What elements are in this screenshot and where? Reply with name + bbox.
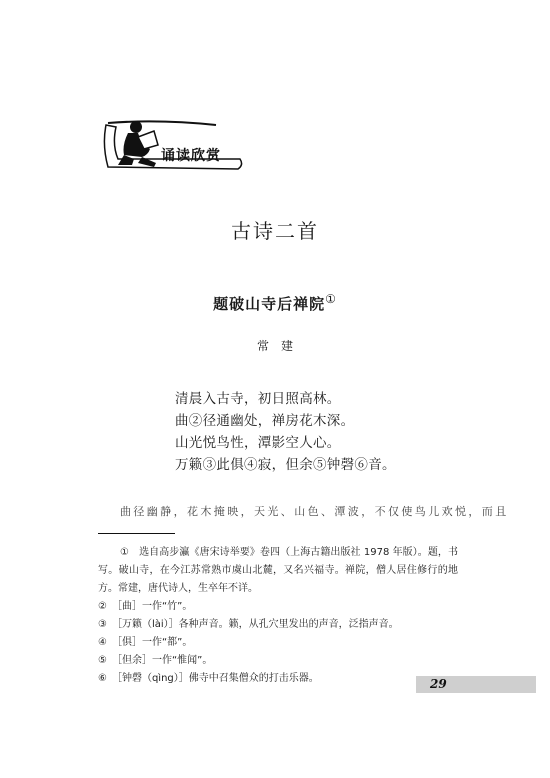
section-banner: [98, 115, 248, 173]
poem-title: [0, 292, 550, 314]
chapter-title: 古诗二首: [231, 219, 319, 243]
page-number: 29: [430, 677, 447, 691]
footnotes: [98, 544, 458, 688]
footnote-divider: [98, 533, 175, 534]
poem-line: 山光悦鸟性，潭影空人心。: [175, 435, 341, 451]
footnote-marker: ①: [325, 292, 337, 306]
poem-author: 常建: [256, 339, 305, 353]
prose-excerpt: 曲径幽静，花木掩映，天光、山色、潭波，不仅使鸟儿欢悦，而且: [120, 505, 509, 518]
poem-title-text: 题破山寺后禅院: [213, 295, 326, 313]
footnote-item: ③ ［万籁（lài）］各种声音。籁，从孔穴里发出的声音，泛指声音。: [98, 619, 399, 630]
footnote-item: ④ ［俱］一作“都”。: [98, 637, 193, 648]
poem-line: 曲②径通幽处，禅房花木深。: [175, 413, 355, 429]
footnote-item: ② ［曲］一作“竹”。: [98, 601, 193, 612]
poem-line: 清晨入古寺，初日照高林。: [175, 391, 341, 407]
poem-body: [175, 388, 396, 476]
poem-line: 万籁③此俱④寂，但余⑤钟磬⑥音。: [175, 457, 396, 473]
footnote-item: ⑥ ［钟磬（qìng）］佛寺中召集僧众的打击乐器。: [98, 673, 319, 684]
footnote-item: ⑤ ［但余］一作“惟闻”。: [98, 655, 213, 666]
section-label: 诵读欣赏: [161, 148, 221, 164]
footnote-item: ① 选自高步瀛《唐宋诗举要》卷四（上海古籍出版社 1978 年版）。题，书写。破山寺，在今江苏常熟市虞山北麓，又名兴福寺。禅院，僧人居住修行的地方。常建，唐代诗人，生卒年不详。: [98, 547, 458, 594]
